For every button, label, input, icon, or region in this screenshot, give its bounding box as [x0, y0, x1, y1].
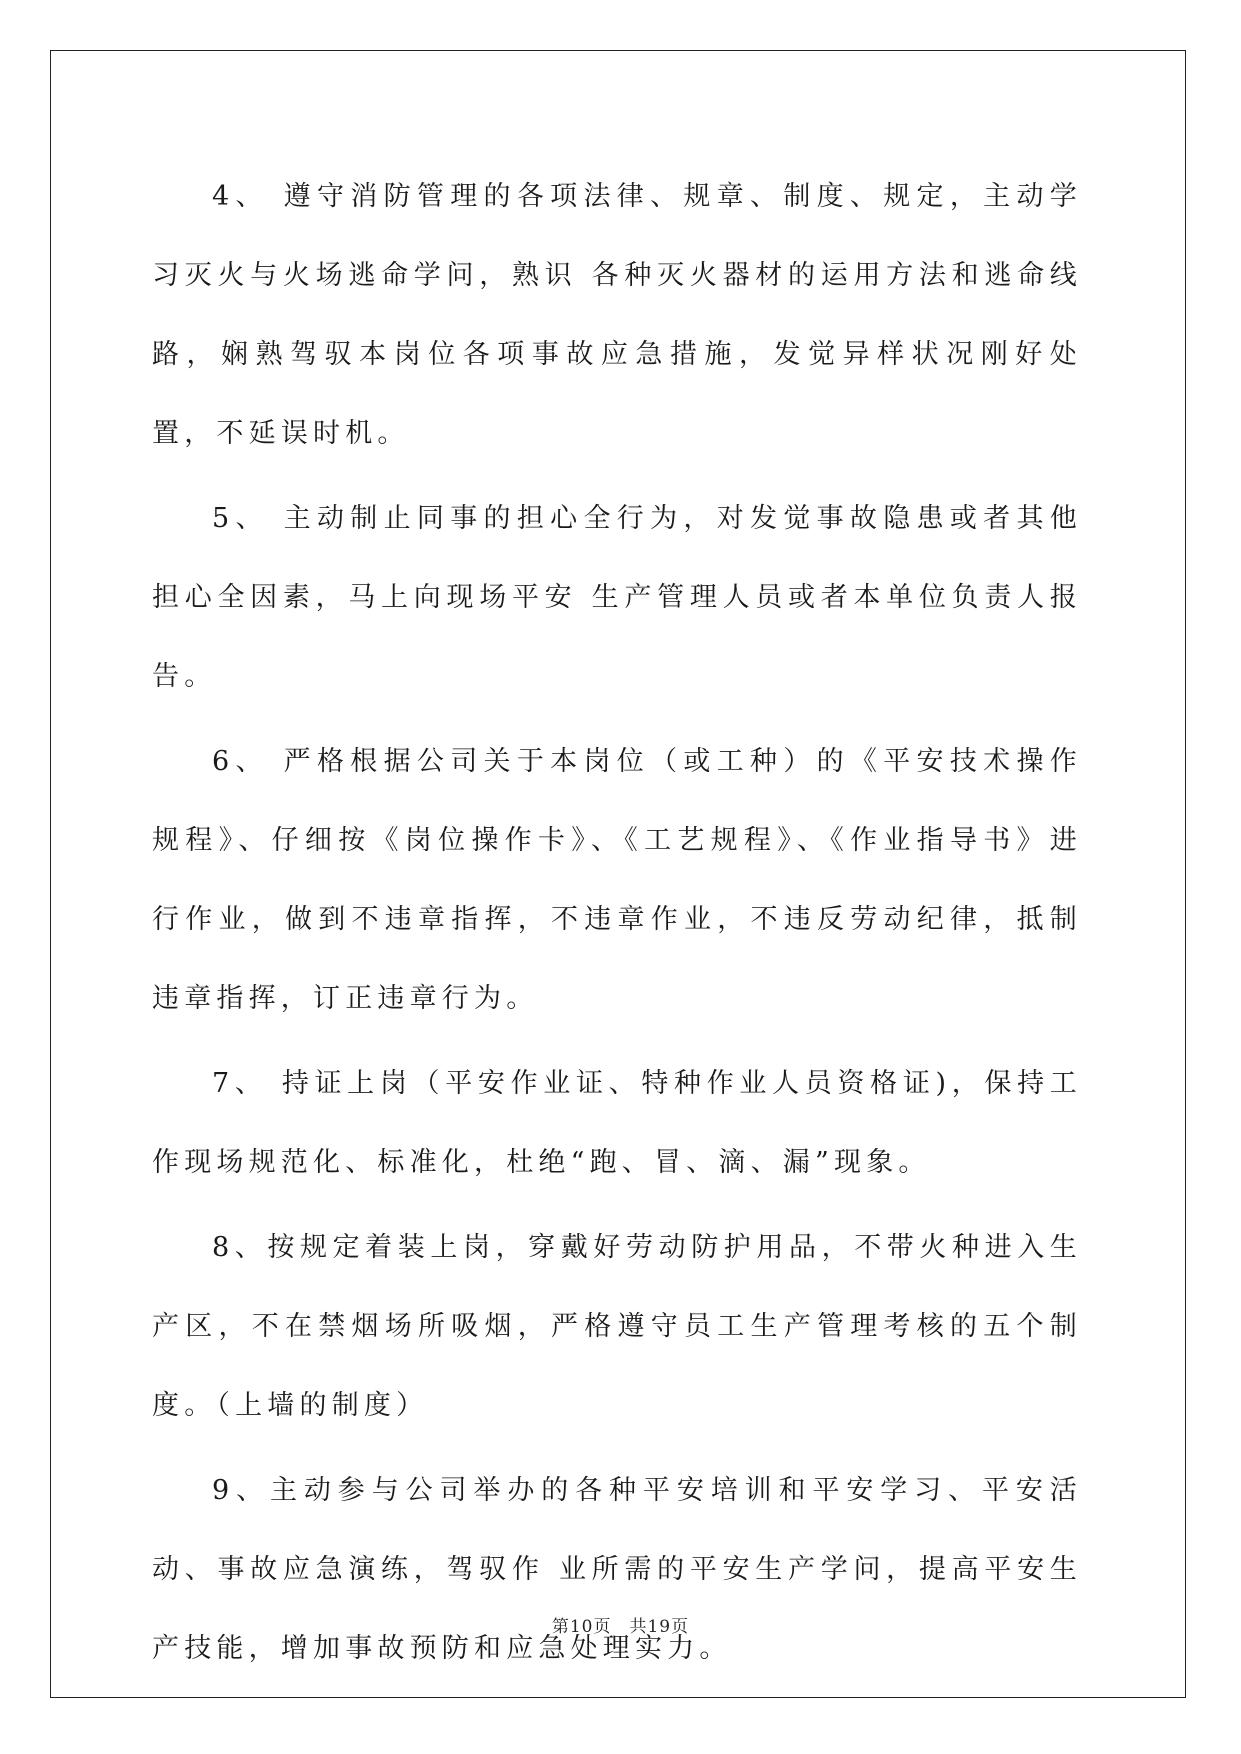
page-number-footer: 第10页 共19页 — [551, 1617, 690, 1637]
paragraph-item-6: 6、 严格根据公司关于本岗位（或工种）的《平安技术操作规程》、仔细按《岗位操作卡》、《工艺规程》、《作业指导书》进行作业，做到不违章指挥，不违章作业，不违反劳动纪律，抵制违章指挥，订正违章行为。 — [152, 746, 1082, 1014]
document-body — [152, 157, 1082, 1694]
paragraph-item-5: 5、 主动制止同事的担心全行为，对发觉事故隐患或者其他担心全因素，马上向现场平安 生产管理人员或者本单位负责人报告。 — [152, 503, 1082, 692]
paragraph-item-7: 7、 持证上岗（平安作业证、特种作业人员资格证)，保持工作现场规范化、标准化，杜绝“跑、冒、滴、漏”现象。 — [152, 1068, 1082, 1178]
paragraph-item-8: 8、按规定着装上岗，穿戴好劳动防护用品，不带火种进入生产区，不在禁烟场所吸烟，严格遵守员工生产管理考核的五个制度。（上墙的制度） — [152, 1232, 1082, 1421]
paragraph-item-4: 4、 遵守消防管理的各项法律、规章、制度、规定，主动学习灭火与火场逃命学问，熟识 各种灭火器材的运用方法和逃命线路，娴熟驾驭本岗位各项事故应急措施，发觉异样状况刚好处置，不延误时机。 — [152, 181, 1082, 449]
paragraph-item-9: 9、主动参与公司举办的各种平安培训和平安学习、平安活动、事故应急演练，驾驭作 业所需的平安生产学问，提高平安生产技能，增加事故预防和应急处理实力。 — [152, 1475, 1082, 1664]
